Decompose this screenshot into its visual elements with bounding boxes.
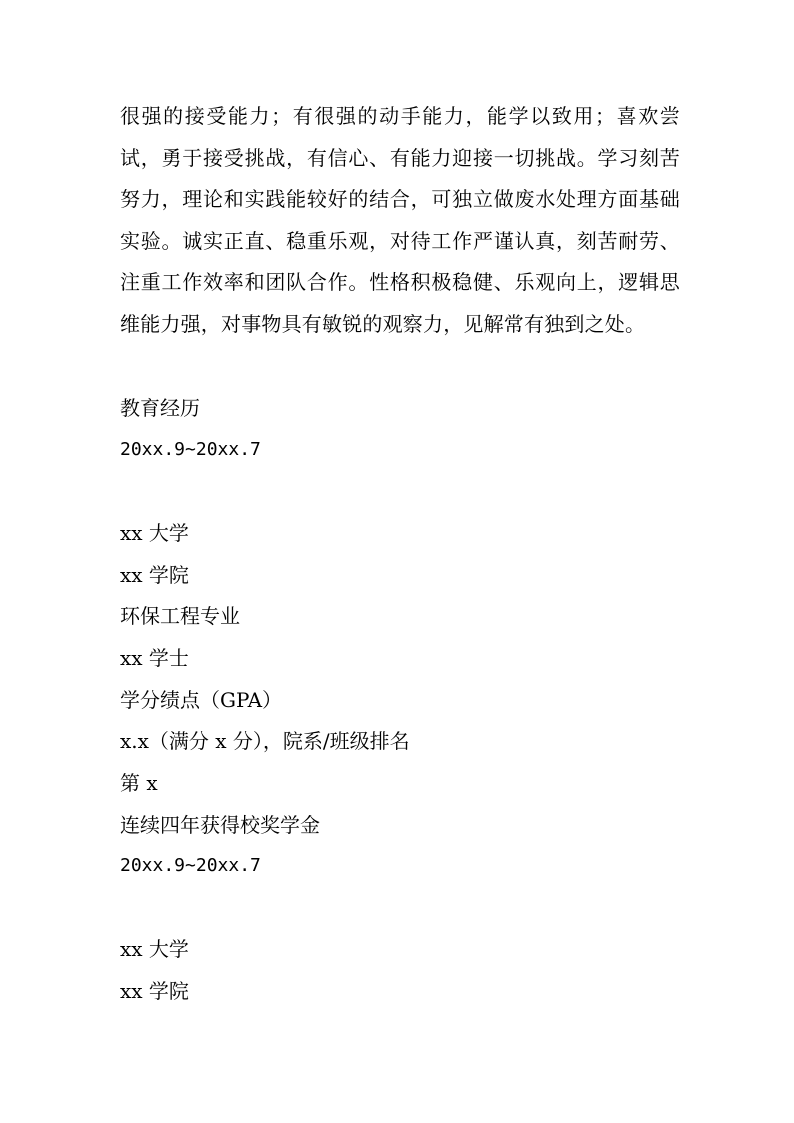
entry-1-gpa-value: x.x（满分 x 分），院系/班级排名 xyxy=(120,729,410,753)
intro-paragraph: 很强的接受能力；有很强的动手能力，能学以致用；喜欢尝试，勇于接受挑战，有信心、有能力迎接一切挑战。学习刻苦努力，理论和实践能较好的结合，可独立做废水处理方面基础实验。诚实正直、稳重乐观，对待工作严谨认真，刻苦耐劳、注重工作效率和团队合作。性格积极稳健、乐观向上，逻辑思维能力强，对事物具有敏锐的观察力，见解常有独到之处。 xyxy=(120,104,680,336)
entry-1-rank: 第 x xyxy=(120,771,158,795)
section-title-education: 教育经历 xyxy=(120,396,200,420)
entry-2-college: xx 学院 xyxy=(120,979,189,1003)
entry-1-gpa-label: 学分绩点（GPA） xyxy=(120,688,283,712)
entry-1-award: 连续四年获得校奖学金 xyxy=(120,813,320,837)
entry-1-university: xx 大学 xyxy=(120,521,189,545)
entry-2-university: xx 大学 xyxy=(120,937,189,961)
entry-1-major: 环保工程专业 xyxy=(120,604,240,628)
entry-1-college: xx 学院 xyxy=(120,563,189,587)
entry-1-degree: xx 学士 xyxy=(120,646,189,670)
entry-2-date-range: 20xx.9~20xx.7 xyxy=(120,855,261,876)
entry-1-date-range: 20xx.9~20xx.7 xyxy=(120,439,261,460)
